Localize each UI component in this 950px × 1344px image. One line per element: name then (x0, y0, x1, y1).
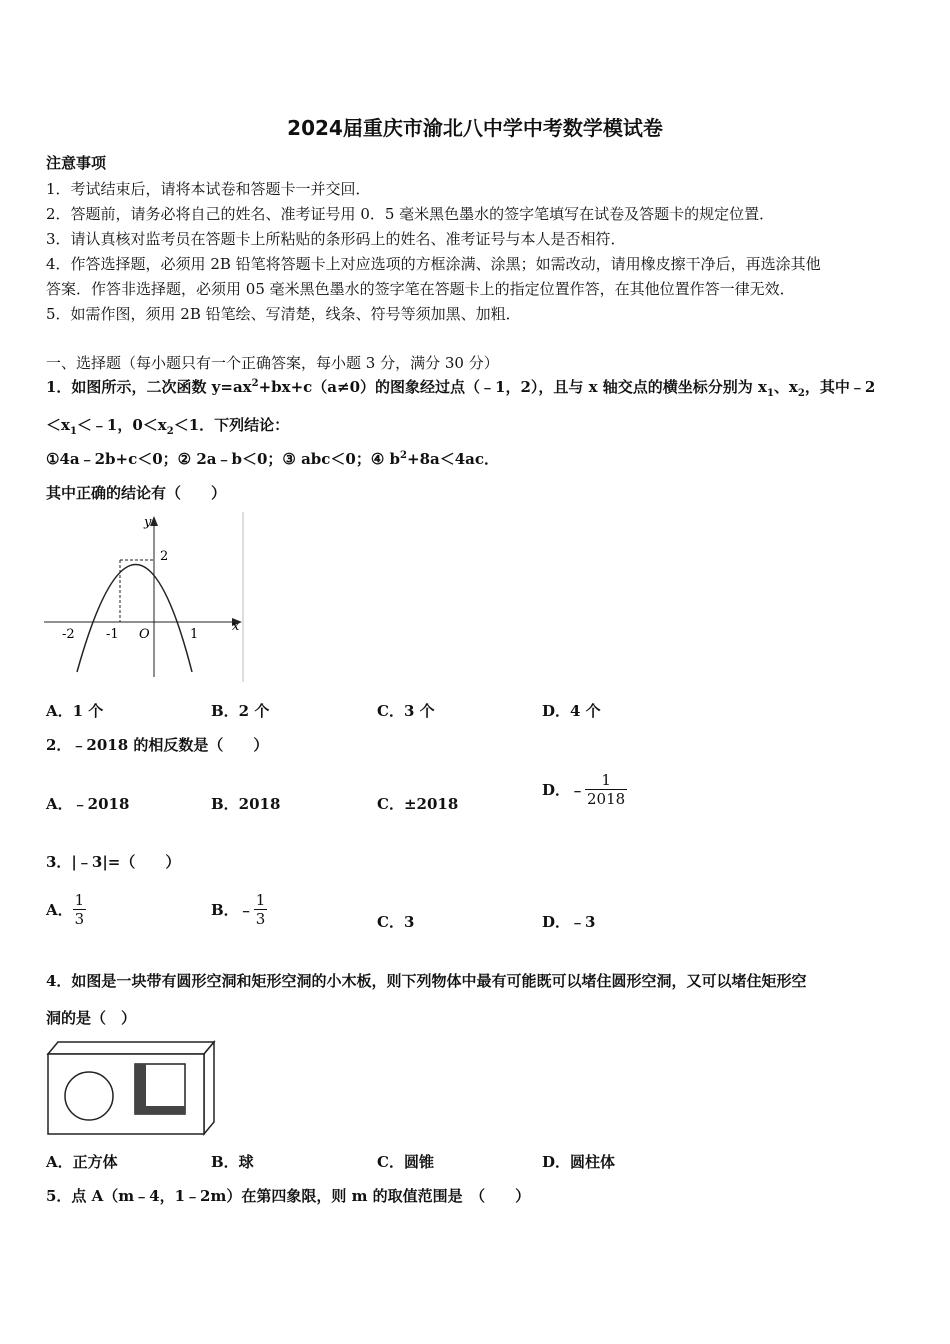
notice-item: 1．考试结束后，请将本试卷和答题卡一并交回． (46, 180, 371, 198)
q1-stem-line2: $<x_1<﹣1$，$0<x_2<1$．下列结论： (46, 416, 290, 437)
notice-item: 4．作答选择题，必须用 2B 铅笔将答题卡上对应选项的方框涂满、涂黑；如需改动，请用橡皮擦干净后，再选涂其他 (46, 255, 821, 273)
q3-option-b[interactable]: B．﹣ $\frac{1}{3}$ (211, 890, 266, 928)
q1-option-d[interactable]: D．4 个 (542, 702, 601, 720)
notice-item: 2．答题前，请务必将自己的姓名、准考证号用 0．5 毫米黑色墨水的签字笔填写在试卷及答题卡的规定位置． (46, 205, 775, 223)
q2-option-a[interactable]: A．﹣2018 (46, 795, 130, 813)
board-top (48, 1042, 214, 1054)
q3-option-d[interactable]: D．﹣3 (542, 913, 596, 931)
q1-conclusions: ①4a﹣2b+c＜0；② 2a﹣b＜0；③ abc＜0；④ $b^2+8a<4ac$． (46, 450, 500, 468)
q3-option-c[interactable]: C．3 (377, 913, 415, 931)
q4-option-d[interactable]: D．圆柱体 (542, 1153, 616, 1171)
tick-2: 2 (160, 549, 169, 564)
q1-question: 其中正确的结论有（ ） (46, 484, 227, 502)
circle-hole-icon (65, 1072, 113, 1120)
q1-stem-line1: 1．如图所示，二次函数 $y=ax^2+bx+c(a\ne 0)$的图象经过点（﹣1，2），且与 x 轴交点的横坐标分别为 $x_1$、$x_2$，其中﹣2 (46, 378, 876, 399)
notice-item: 答案．作答非选择题，必须用 05 毫米黑色墨水的签字笔在答题卡上的指定位置作答，在其他位置作答一律无效． (46, 280, 795, 298)
q3-stem: 3．|﹣3|=（ ） (46, 853, 181, 871)
q4-option-a[interactable]: A．正方体 (46, 1153, 118, 1171)
q4-option-b[interactable]: B．球 (211, 1153, 254, 1171)
q2-option-b[interactable]: B．2018 (211, 795, 281, 813)
q1-option-b[interactable]: B．2 个 (211, 702, 270, 720)
q4-option-c[interactable]: C．圆锥 (377, 1153, 434, 1171)
q3-option-a[interactable]: A． $\frac{1}{3}$ (46, 890, 85, 928)
q4-stem-line2: 洞的是（ ） (46, 1009, 137, 1027)
q1-option-c[interactable]: C．3 个 (377, 702, 435, 720)
notice-heading: 注意事项 (46, 154, 107, 172)
q1-option-a[interactable]: A．1 个 (46, 702, 104, 720)
q2-option-d[interactable]: D．﹣ $\frac{1}{2018}$ (542, 770, 626, 808)
q2-option-c[interactable]: C．±2018 (377, 795, 459, 813)
q2-stem: 2．﹣2018 的相反数是（ ） (46, 736, 269, 754)
tick-neg1: -1 (106, 627, 119, 642)
board-side (204, 1042, 214, 1134)
tick-1: 1 (190, 627, 199, 642)
fraction: $\frac{1}{3}$ (74, 890, 85, 928)
fraction: $\frac{1}{2018}$ (587, 770, 626, 808)
tick-neg2: -2 (62, 627, 75, 642)
parabola-curve (77, 565, 192, 673)
notice-item: 3．请认真核对监考员在答题卡上所粘贴的条形码上的姓名、准考证号与本人是否相符． (46, 230, 626, 248)
origin-label: O (139, 627, 150, 642)
y-label: y (144, 515, 152, 530)
fraction: $\frac{1}{3}$ (255, 890, 266, 928)
notice-item: 5．如需作图，须用 2B 铅笔绘、写清楚，线条、符号等须加黑、加粗． (46, 305, 521, 323)
x-label: x (232, 619, 240, 634)
page-title: 2024届重庆市渝北八中学中考数学模试卷 (287, 116, 663, 140)
section-heading: 一、选择题（每小题只有一个正确答案，每小题 3 分，满分 30 分） (46, 354, 499, 372)
parabola-graph (44, 512, 249, 682)
wooden-board-figure (46, 1040, 218, 1136)
q4-stem-line1: 4．如图是一块带有圆形空洞和矩形空洞的小木板，则下列物体中最有可能既可以堵住圆形空洞，又可以堵住矩形空 (46, 972, 807, 990)
q5-stem: 5．点 A（m﹣4，1﹣2m）在第四象限，则 m 的取值范围是 （ ） (46, 1187, 531, 1205)
